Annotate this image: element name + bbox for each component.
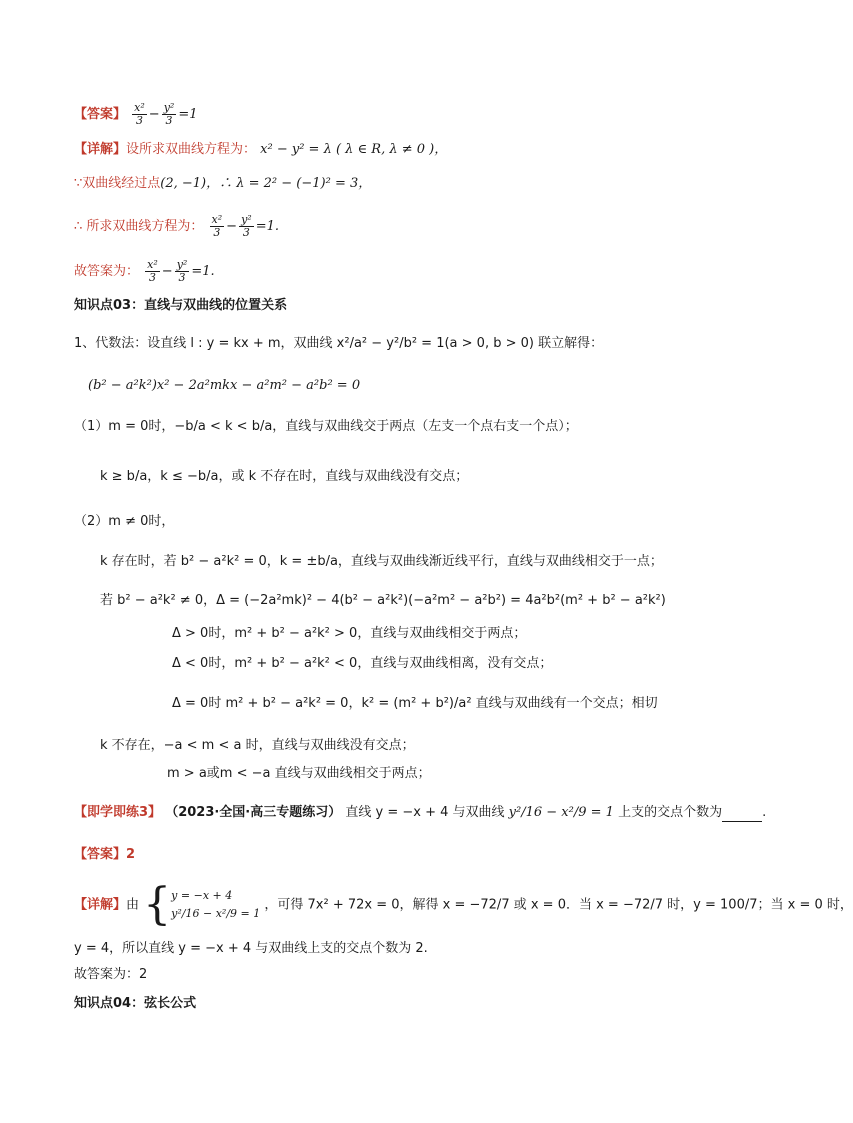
practice-line	[74, 804, 766, 822]
answer-line-1: 【答案】 $\frac{\text{x²}}{3}$ − $\frac{\text{y²}}{3}$ =1	[74, 101, 198, 127]
kp3-line-5: （2）m ≠ 0时，	[74, 514, 175, 529]
practice-source: （2023·全国·高三专题练习）	[165, 805, 342, 820]
therefore-text: ∴ 所求双曲线方程为：	[74, 219, 204, 234]
kp3-line-1: 1、代数法：设直线 l : y = kx + m，双曲线 x²/a² − y²/b² = 1(a > 0, b > 0) 联立解得：	[74, 336, 604, 351]
practice-end: .	[762, 805, 767, 820]
equation-system: { y = −x + 4 y²/16 − x²/9 = 1	[143, 879, 261, 930]
system-eq-1: y = −x + 4	[171, 889, 233, 902]
practice-detail-tag: 【详解】	[74, 897, 127, 913]
practice-text-1: 直线 y = −x + 4 与双曲线	[345, 805, 505, 820]
detail-equation: x² − y² = λ ( λ ∈ R, λ ≠ 0 )，	[260, 142, 448, 157]
final-answer-line: 故答案为： $\frac{\text{x²}}{3}$ − $\frac{\text{y²}}{3}$ =1.	[74, 258, 215, 284]
detail-tag: 【详解】	[74, 142, 127, 157]
detail-line-2	[74, 175, 371, 193]
system-eq-2: y²/16 − x²/9 = 1	[171, 907, 261, 920]
kp3-line-7: 若 b² − a²k² ≠ 0，Δ = (−2a²mk)² − 4(b² − a²k²)(−a²m² − a²b²) = 4a²b²(m² + b² − a²k²)	[100, 593, 666, 608]
pass-equation: ，∴ λ = 2² − (−1)² = 3，	[206, 176, 372, 191]
kp3-line-6: k 存在时，若 b² − a²k² = 0，k = ±b/a，直线与双曲线渐近线平行，直线与双曲线相交于一点；	[100, 554, 663, 569]
detail-line-3: ∴ 所求双曲线方程为： $\frac{\text{x²}}{3}$ − $\frac{\text{y²}}{3}$ =1.	[74, 213, 279, 239]
kp3-line-9: Δ < 0时，m² + b² − a²k² < 0，直线与双曲线相离，没有交点；	[172, 656, 553, 671]
practice-final-line: 故答案为：2	[74, 967, 148, 982]
practice-detail-line	[74, 879, 853, 930]
practice-answer: 2	[126, 847, 136, 862]
kp3-line-3: （1）m = 0时，−b/a < k < b/a，直线与双曲线交于两点（左支一个点右支一个点）；	[74, 419, 578, 434]
practice-detail-rest: ，可得 7x² + 72x = 0，解得 x = −72/7 或 x = 0．当 x = −72/7 时，y = 100/7；当 x = 0 时，	[264, 897, 853, 913]
pass-prefix: ∵双曲线经过点	[74, 176, 161, 191]
kp3-line-12: m > a或m < −a 直线与双曲线相交于两点；	[167, 766, 431, 781]
practice-answer-line	[74, 846, 135, 864]
practice-tag: 【即学即练3】	[74, 805, 162, 820]
kp3-line-2: (b² − a²k²)x² − 2a²mkx − a²m² − a²b² = 0	[88, 378, 361, 393]
kp3-line-11: k 不存在，−a < m < a 时，直线与双曲线没有交点；	[100, 738, 415, 753]
pass-point: (2, −1)	[160, 176, 207, 191]
detail-line-1	[74, 141, 447, 159]
practice-text-2: 上支的交点个数为	[618, 805, 723, 820]
kp3-line-10: Δ = 0时 m² + b² − a²k² = 0，k² = (m² + b²)/a² 直线与双曲线有一个交点；相切	[172, 696, 658, 711]
detail-text: 设所求双曲线方程为：	[126, 142, 257, 157]
practice-curve: y²/16 − x²/9 = 1	[508, 805, 614, 820]
section-heading-04: 知识点04：弦长公式	[74, 996, 197, 1011]
kp3-line-8: Δ > 0时，m² + b² − a²k² > 0，直线与双曲线相交于两点；	[172, 626, 527, 641]
practice-answer-tag: 【答案】	[74, 847, 127, 862]
practice-detail-by: 由	[126, 897, 140, 913]
section-heading-03: 知识点03：直线与双曲线的位置关系	[74, 298, 288, 313]
practice-detail-line-2: y = 4，所以直线 y = −x + 4 与双曲线上支的交点个数为 2.	[74, 941, 428, 956]
answer-tag: 【答案】	[74, 107, 127, 122]
final-text: 故答案为：	[74, 264, 140, 279]
kp3-line-4: k ≥ b/a，k ≤ −b/a，或 k 不存在时，直线与双曲线没有交点；	[100, 469, 469, 484]
answer-blank	[722, 809, 762, 822]
